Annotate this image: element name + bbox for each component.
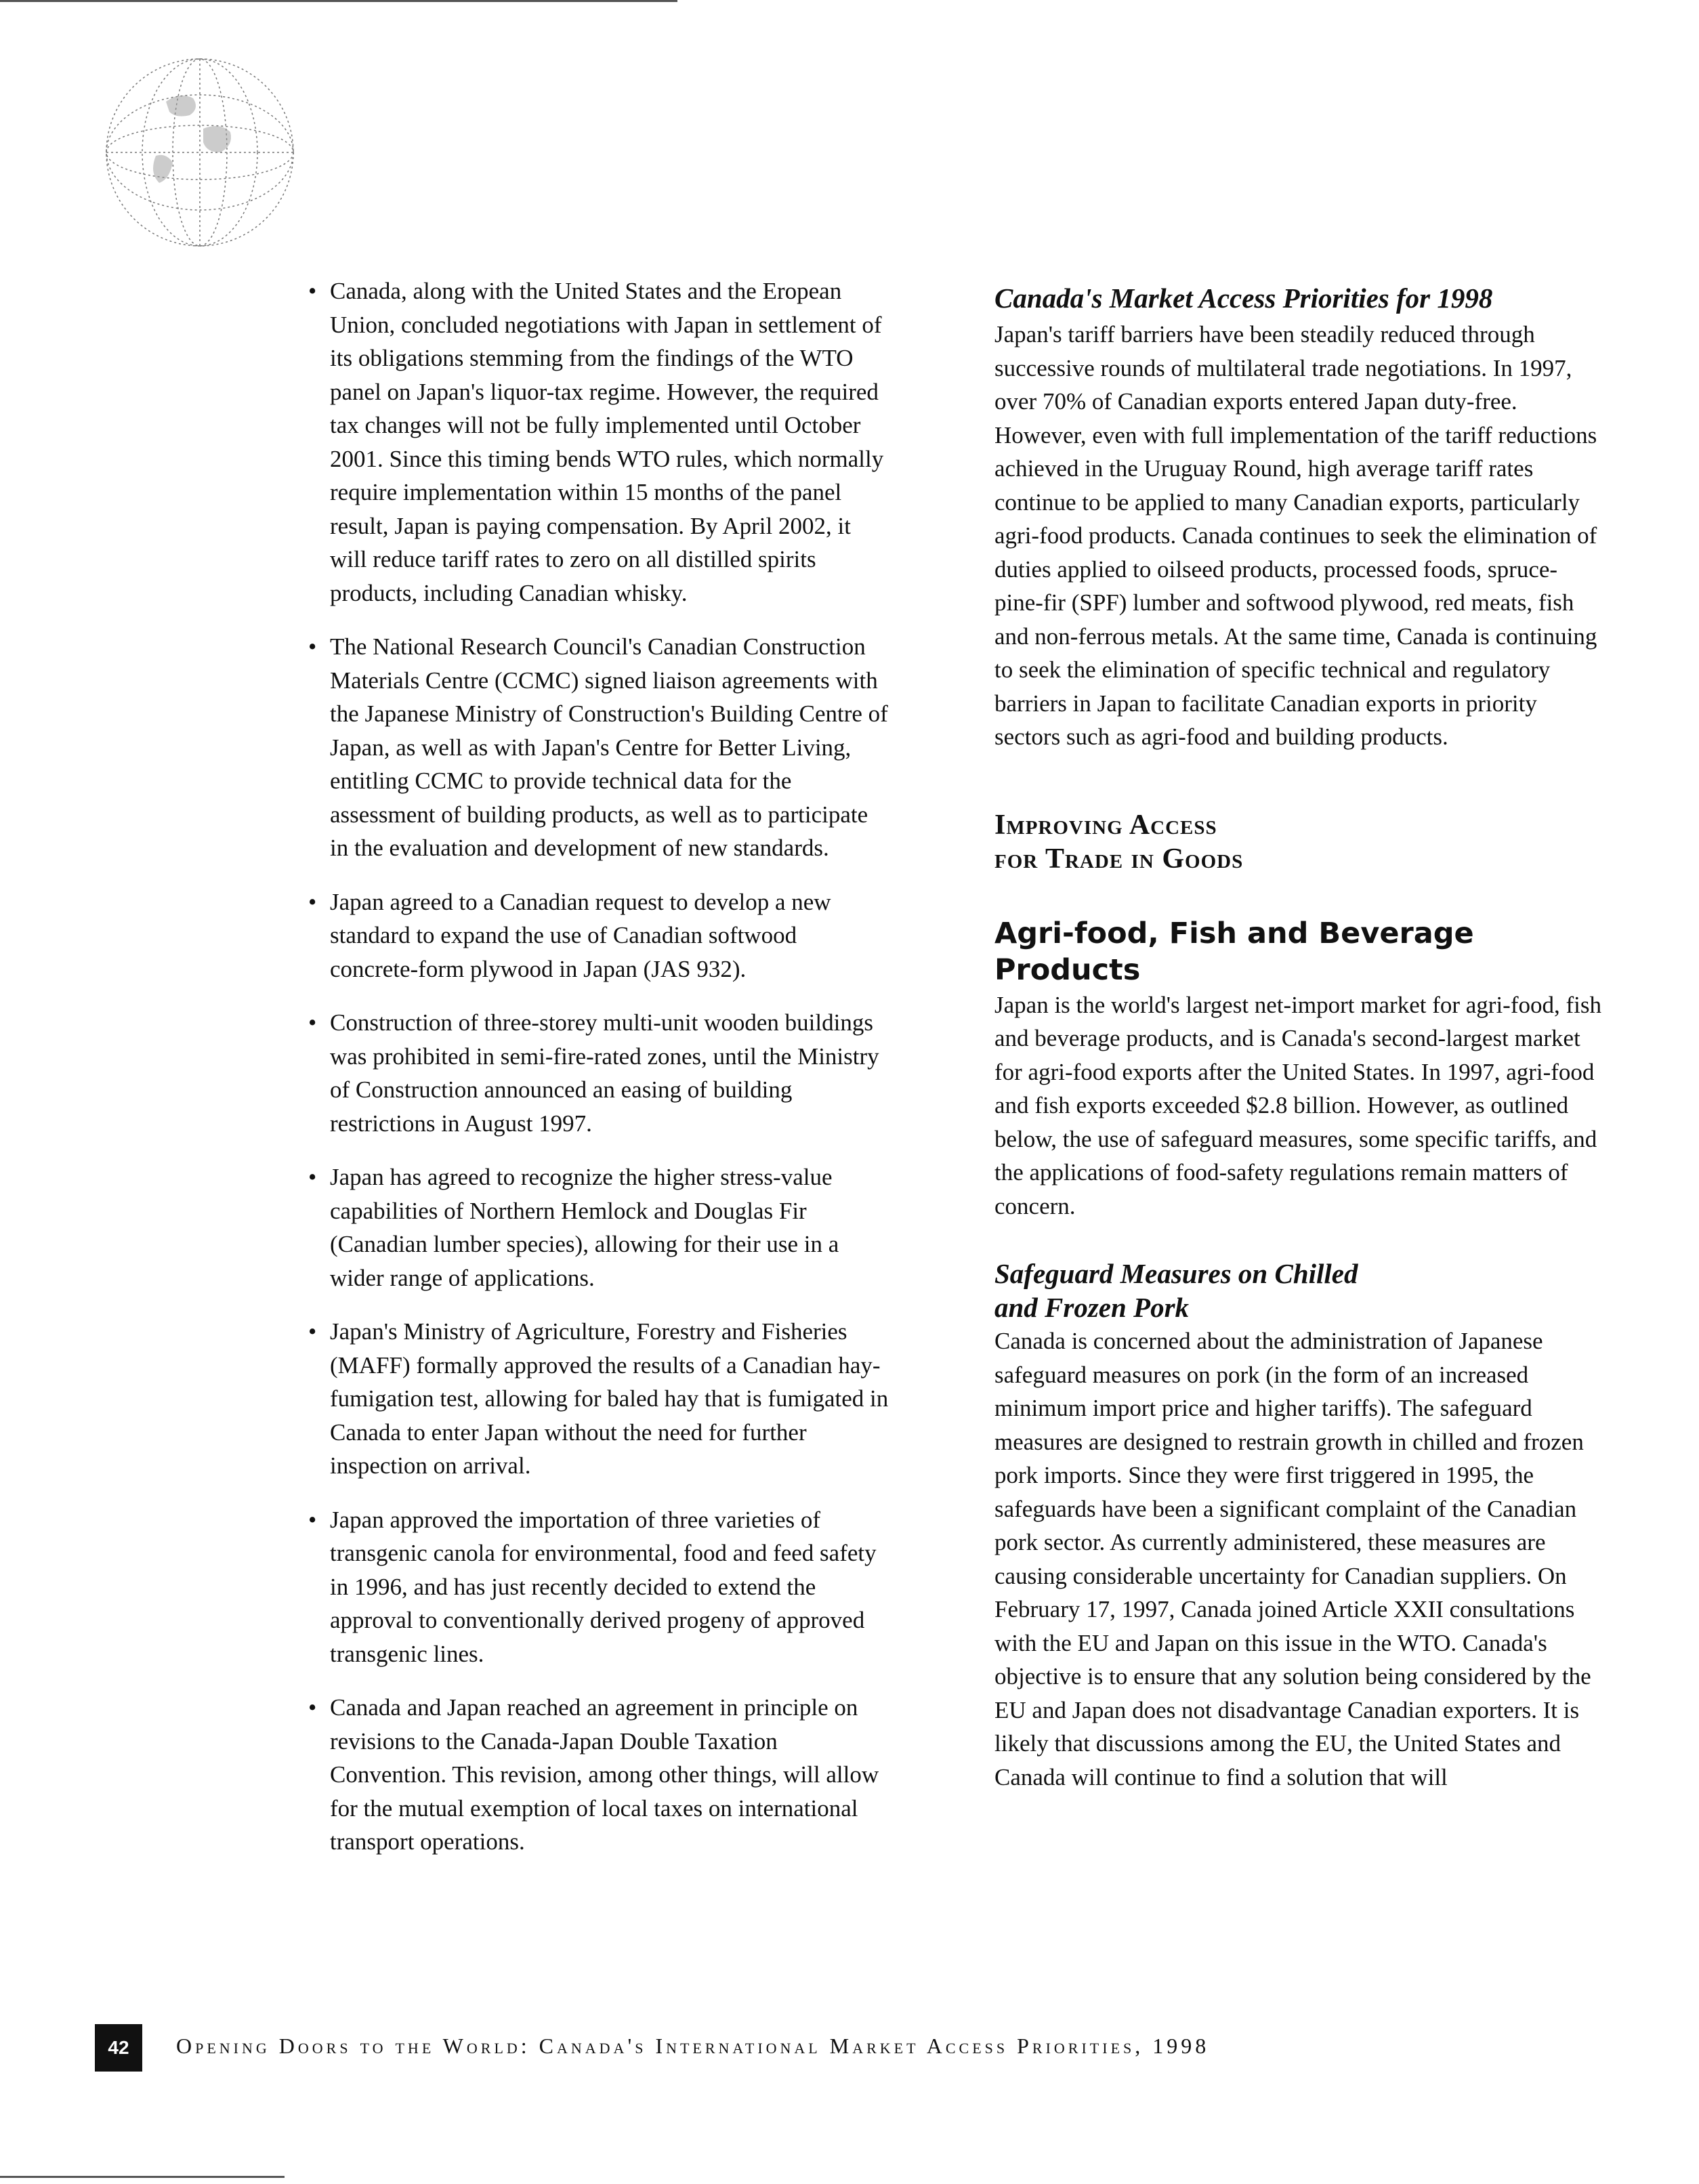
- right-column: [994, 274, 1604, 1828]
- page-number: 42: [95, 2024, 142, 2072]
- left-column: [308, 274, 891, 1879]
- section-heading: Improving Access for Trade in Goods: [994, 809, 1244, 875]
- footer-title: Opening Doors to the World: Canada's International Market Access Priorities, 1998: [176, 2034, 1210, 2058]
- bullet-item: • Japan agreed to a Canadian request to develop a new standard to expand the use of Canadian softwood concrete-form plywood in Japan (JAS 932).: [308, 885, 891, 986]
- bullet-item: • Japan approved the importation of three varieties of transgenic canola for environmental, food and feed safety in 1996, and has just recently decided to extend the approval to conventionally derived progeny of approved transgenic lines.: [308, 1503, 891, 1671]
- bullet-item: • Japan has agreed to recognize the higher stress-value capabilities of Northern Hemlock and Douglas Fir (Canadian lumber species), allowing for their use in a wider range of applications.: [308, 1160, 891, 1295]
- pork-paragraph: Canada is concerned about the administration of Japanese safeguard measures on pork (in the form of an increased minimum import price and higher tariffs). The safeguard measures are designed to restrain growth in chilled and frozen pork imports. Since they were first triggered in 1995, the safeguards have been a significant complaint of the Canadian pork sector. As currently administered, these measures are causing considerable uncertainty for Canadian suppliers. On February 17, 1997, Canada joined Article XXII consultations with the EU and Japan on this issue in the WTO. Canada's objective is to ensure that any solution being considered by the EU and Japan does not disadvantage Canadian exporters. It is likely that discussions among the EU, the United States and Canada will continue to find a solution that will: [994, 1328, 1591, 1790]
- pork-heading: Safeguard Measures on Chilled and Frozen Pork: [994, 1258, 1358, 1323]
- priorities-heading: Canada's Market Access Priorities for 1998: [994, 282, 1493, 314]
- priorities-paragraph: Japan's tariff barriers have been steadily reduced through successive rounds of multilateral trade negotiations. In 1997, over 70% of Canadian exports entered Japan duty-free. However, even with full implementation of the tariff reductions achieved in the Uruguay Round, high average tariff rates continue to be applied to many Canadian exports, particularly agri-food products. Canada continues to seek the elimination of duties applied to oilseed products, processed foods, spruce-pine-fir (SPF) lumber and softwood plywood, red meats, fish and non-ferrous metals. At the same time, Canada is continuing to seek the elimination of specific technical and regulatory barriers in Japan to facilitate Canadian exports in priority sectors such as agri-food and building products.: [994, 321, 1597, 750]
- agri-paragraph: Japan is the world's largest net-import market for agri-food, fish and beverage products, and is Canada's second-largest market for agri-food exports after the United States. In 1997, agri-food and fish exports exceeded $2.8 billion. However, as outlined below, the use of safeguard measures, some specific tariffs, and the applications of food-safety regulations remain matters of concern.: [994, 991, 1601, 1219]
- bullet-item: • Japan's Ministry of Agriculture, Forestry and Fisheries (MAFF) formally approved the results of a Canadian hay-fumigation test, allowing for baled hay that is fumigated in Canada to enter Japan without the need for further inspection on arrival.: [308, 1315, 891, 1483]
- bottom-rule: [0, 2176, 285, 2178]
- top-rule: [0, 0, 677, 2]
- bullet-item: • The National Research Council's Canadian Construction Materials Centre (CCMC) signed liaison agreements with the Japanese Ministry of Construction's Building Centre of Japan, as well as with Japan's Centre for Better Living, entitling CCMC to provide technical data for the assessment of building products, as well as to participate in the evaluation and development of new standards.: [308, 630, 891, 865]
- globe-icon: [102, 54, 298, 251]
- bullet-item: • Construction of three-storey multi-unit wooden buildings was prohibited in semi-fire-rated zones, until the Ministry of Construction announced an easing of building restrictions in August 1997.: [308, 1006, 891, 1140]
- footer: [95, 2024, 1585, 2072]
- bullet-item: • Canada, along with the United States and the Eropean Union, concluded negotiations with Japan in settlement of its obligations stemming from the findings of the WTO panel on Japan's liquor-tax regime. However, the required tax changes will not be fully implemented until October 2001. Since this timing bends WTO rules, which normally require implementation within 15 months of the panel result, Japan is paying compensation. By April 2002, it will reduce tariff rates to zero on all distilled spirits products, including Canadian whisky.: [308, 274, 891, 610]
- agri-heading: Agri-food, Fish and Beverage Products: [994, 916, 1474, 987]
- bullet-item: • Canada and Japan reached an agreement in principle on revisions to the Canada-Japan Double Taxation Convention. This revision, among other things, will allow for the mutual exemption of local taxes on international transport operations.: [308, 1691, 891, 1859]
